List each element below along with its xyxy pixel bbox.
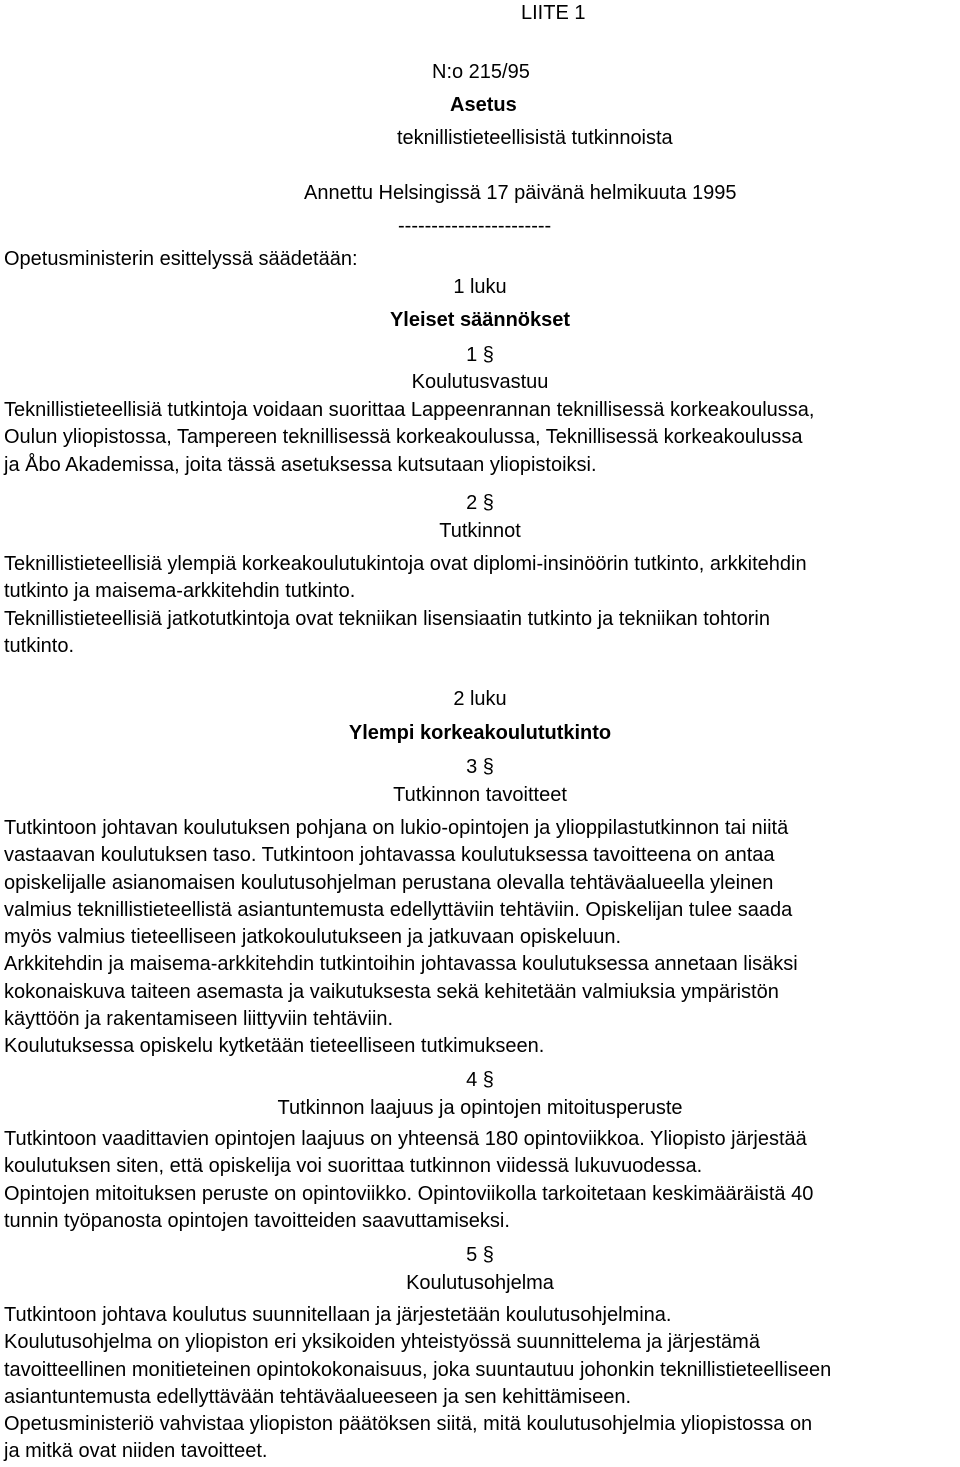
decree-number: N:o 215/95 <box>432 61 530 83</box>
given-date: Annettu Helsingissä 17 päivänä helmikuuta 1995 <box>304 182 737 204</box>
text-line: tutkinto. <box>4 634 75 657</box>
text-line: Teknillistieteellisiä jatkotutkintoja ovat tekniikan lisensiaatin tutkinto ja tekniikan tohtorin <box>4 607 770 630</box>
text-line: ja Åbo Akademissa, joita tässä asetuksessa kutsutaan yliopistoiksi. <box>4 453 597 476</box>
introductory-clause: Opetusministerin esittelyssä säädetään: <box>4 248 358 270</box>
text-line: asiantuntemusta edellyttävään tehtäväalueeseen ja sen kehittämiseen. <box>4 1385 632 1408</box>
section-1-body <box>4 397 956 479</box>
text-line: opiskelijalle asianomaisen koulutusohjelman perustana olevalla tehtäväalueella yleinen <box>4 871 774 894</box>
section-5-body <box>4 1302 956 1466</box>
section-3-body <box>4 815 956 1061</box>
text-line: Oulun yliopistossa, Tampereen teknillisessä korkeakoulussa, Teknillisessä korkeakoulussa <box>4 426 803 449</box>
chapter-1-title: Yleiset säännökset <box>389 309 571 331</box>
text-line: Opetusministeriö vahvistaa yliopiston päätöksen siitä, mitä koulutusohjelmia yliopistossa on <box>4 1413 813 1436</box>
text-line: kokonaiskuva taiteen asemasta ja vaikutuksesta sekä kehitetään valmiuksia ympäristön <box>4 980 779 1003</box>
section-1-number: 1 § <box>466 344 494 366</box>
section-4-number: 4 § <box>466 1069 494 1091</box>
text-line: tutkinto ja maisema-arkkitehdin tutkinto. <box>4 580 356 603</box>
separator-rule: ----------------------- <box>398 215 552 237</box>
section-2-title: Tutkinnot <box>439 520 521 542</box>
chapter-1-number: 1 luku <box>453 276 507 298</box>
text-line: Tutkintoon johtavan koulutuksen pohjana on lukio-opintojen ja ylioppilastutkinnon tai niitä <box>4 817 789 839</box>
section-3-title: Tutkinnon tavoitteet <box>393 784 567 806</box>
text-line: Koulutusohjelma on yliopiston eri yksikoiden yhteistyössä suunnittelema ja järjestämä <box>4 1331 760 1354</box>
text-line: Teknillistieteellisiä ylempiä korkeakoulutukintoja ovat diplomi-insinöörin tutkinto, arkkitehdin <box>4 553 807 575</box>
section-3-number: 3 § <box>466 756 494 778</box>
section-5-number: 5 § <box>466 1244 494 1266</box>
section-1-title: Koulutusvastuu <box>411 371 549 393</box>
section-5-title: Koulutusohjelma <box>406 1272 554 1294</box>
chapter-2-title: Ylempi korkeakoulututkinto <box>348 722 612 744</box>
text-line: tunnin työpanosta opintojen tavoitteiden saavuttamiseksi. <box>4 1209 510 1232</box>
section-4-title: Tutkinnon laajuus ja opintojen mitoitusperuste <box>277 1097 683 1119</box>
text-line: tavoitteellinen monitieteinen opintokokonaisuus, joka suuntautuu johonkin teknillistieteelliseen <box>4 1358 832 1381</box>
text-line: myös valmius tieteelliseen jatkokoulutukseen ja jatkuvaan opiskeluun. <box>4 926 622 949</box>
text-line: valmius teknillistieteellistä asiantuntemusta edellyttäviin tehtäviin. Opiskelijan tulee saada <box>4 898 793 921</box>
text-line: Tutkintoon vaadittavien opintojen laajuus on yhteensä 180 opintoviikkoa. Yliopisto järjestää <box>4 1128 807 1150</box>
text-line: ja mitkä ovat niiden tavoitteet. <box>4 1440 268 1463</box>
annex-label: LIITE 1 <box>521 2 586 24</box>
text-line: käyttöön ja rakentamiseen liittyviin tehtäviin. <box>4 1008 394 1031</box>
text-line: vastaavan koulutuksen taso. Tutkintoon johtavassa koulutuksessa tavoitteena on antaa <box>4 844 775 867</box>
section-2-body <box>4 551 956 660</box>
section-4-body <box>4 1126 956 1235</box>
text-line: Arkkitehdin ja maisema-arkkitehdin tutkintoihin johtavassa koulutuksessa annetaan lisäksi <box>4 953 798 976</box>
chapter-2-number: 2 luku <box>453 688 507 710</box>
text-line: Koulutuksessa opiskelu kytketään tieteelliseen tutkimukseen. <box>4 1035 545 1058</box>
text-line: Tutkintoon johtava koulutus suunnitellaan ja järjestetään koulutusohjelmina. <box>4 1304 672 1326</box>
text-line: Opintojen mitoituksen peruste on opintoviikko. Opintoviikolla tarkoitetaan keskimääräistä 40 <box>4 1182 814 1205</box>
text-line: koulutuksen siten, että opiskelija voi suorittaa tutkinnon viidessä lukuvuodessa. <box>4 1155 703 1178</box>
decree-title: Asetus <box>450 94 517 116</box>
decree-subtitle: teknillistieteellisistä tutkinnoista <box>397 127 673 149</box>
section-2-number: 2 § <box>466 492 494 514</box>
text-line: Teknillistieteellisiä tutkintoja voidaan suorittaa Lappeenrannan teknillisessä korkeakoulussa, <box>4 399 815 421</box>
